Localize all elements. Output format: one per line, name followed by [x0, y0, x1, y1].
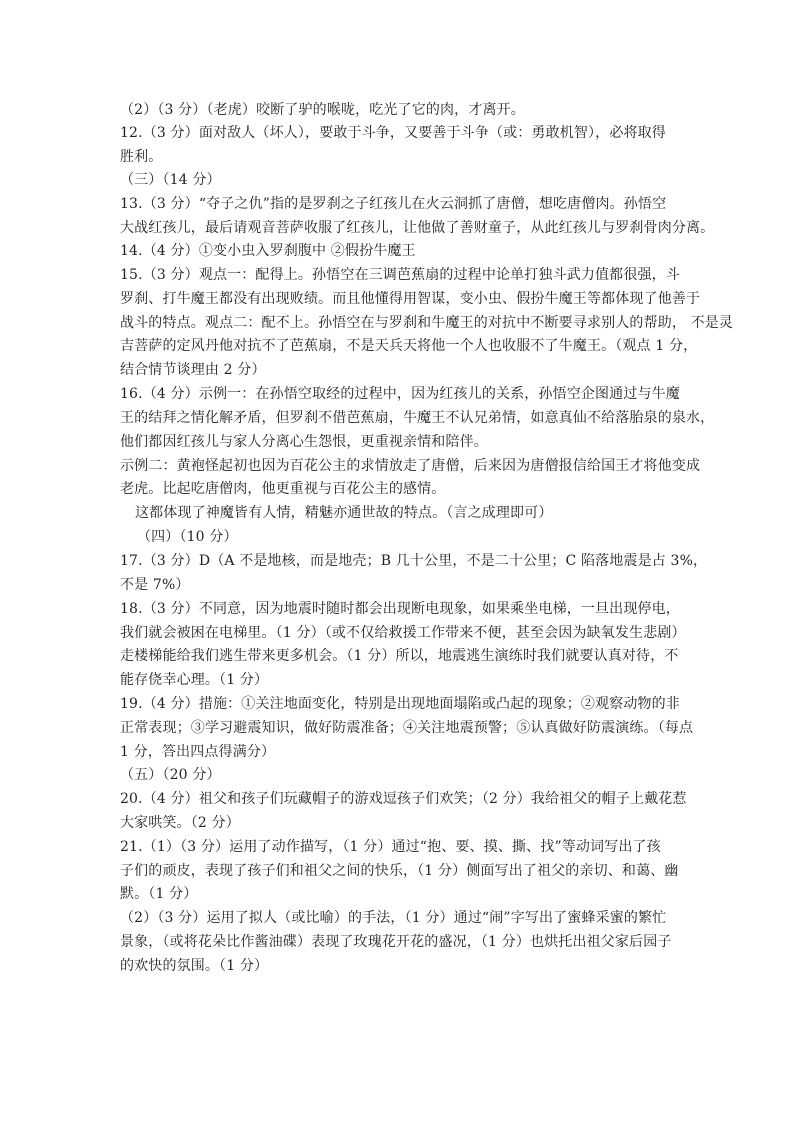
text-line: 不是 7%） [120, 577, 190, 593]
text-line: 王的结拜之情化解矛盾，但罗刹不借芭蕉扇，牛魔王不认兄弟情，如意真仙不给落胎泉的泉水， [120, 410, 715, 426]
text-line: 的欢快的氛围。（1 分） [120, 958, 269, 974]
text-line: 结合情节谈理由 2 分） [120, 362, 266, 378]
text-line: 21.（1）（3 分）运用了动作描写，（1 分）通过“抱、要、摸、撕、找”等动词写出了孩 [120, 839, 661, 855]
text-line: 13.（3 分）“夺子之仇”指的是罗刹之子红孩儿在火云洞抓了唐僧，想吃唐僧肉。孙悟空 [120, 196, 667, 212]
text-line: 老虎。比起吃唐僧肉，他更重视与百花公主的感情。 [120, 481, 446, 497]
text-line: 我们就会被困在电梯里。（1 分）（或不仅给救援工作带来不便，甚至会因为缺氧发生悲剧） [120, 625, 686, 641]
text-line: 15.（3 分）观点一：配得上。孙悟空在三调芭蕉扇的过程中论单打独斗武力值都很强，斗 [120, 267, 680, 283]
text-line: 14.（4 分）①变小虫入罗刹腹中 ②假扮牛魔王 [120, 243, 416, 259]
section-heading: （三）（14 分） [120, 172, 221, 188]
text-line: 这都体现了神魔皆有人情，精魅亦通世故的特点。（言之成理即可） [135, 505, 553, 521]
section-heading: （五）（20 分） [120, 767, 221, 783]
text-line: 大家哄笑。（2 分） [120, 815, 240, 831]
text-line: 胜利。 [120, 149, 163, 165]
section-heading: （四）（10 分） [137, 529, 238, 545]
text-line: 走楼梯能给我们逃生带来更多机会。（1 分）所以，地震逃生演练时我们就要认真对待，不 [120, 648, 679, 664]
text-line: 20.（4 分）祖父和孩子们玩藏帽子的游戏逗孩子们欢笑；（2 分）我给祖父的帽子上戴花惹 [120, 791, 687, 807]
text-line: 18.（3 分）不同意，因为地震时随时都会出现断电现象，如果乘坐电梯，一旦出现停电， [120, 601, 680, 617]
text-line: 子们的顽皮，表现了孩子们和祖父之间的快乐，（1 分）侧面写出了祖父的亲切、和蔼、幽 [120, 863, 679, 879]
text-line: 正常表现；③学习避震知识，做好防震准备；④关注地震预警；⑤认真做好防震演练。（每点 [120, 720, 694, 736]
text-line: 12.（3 分）面对敌人（坏人），要敢于斗争，又要善于斗争（或：勇敢机智），必将取得 [120, 125, 666, 141]
text-line: 17.（3 分）D（A 不是地核，而是地壳；B 几十公里，不是二十公里；C 陷落地震是占 3%， [120, 553, 708, 569]
text-line: 1 分，答出四点得满分） [120, 744, 276, 760]
text-line: 19.（4 分）措施：①关注地面变化，特别是出现地面塌陷或凸起的现象；②观察动物的非 [120, 696, 680, 712]
text-line: 默。（1 分） [120, 886, 198, 902]
text-line: 大战红孩儿，最后请观音菩萨收服了红孩儿，让他做了善财童子，从此红孩儿与罗刹骨肉分离。 [120, 220, 715, 236]
text-line: 他们都因红孩儿与家人分离心生怨恨，更重视亲情和陪伴。 [120, 434, 488, 450]
text-line: 示例二：黄袍怪起初也因为百花公主的求情放走了唐僧，后来因为唐僧报信给国王才将他变成 [120, 458, 701, 474]
text-line: 罗刹、打牛魔王都没有出现败绩。而且他懂得用智谋，变小虫、假扮牛魔王等都体现了他善于 [120, 291, 701, 307]
text-line: 吉菩萨的定风丹他对抗不了芭蕉扇，不是天兵天将他一个人也收服不了牛魔王。（观点 1 分， [120, 338, 698, 354]
text-line: （2）（3 分）（老虎）咬断了驴的喉咙，吃光了它的肉，才离开。 [120, 102, 525, 118]
text-line: 战斗的特点。观点二：配不上。孙悟空在与罗刹和牛魔王的对抗中不断要寻求别人的帮助， 不是灵 [120, 315, 734, 331]
text-line: 能存侥幸心理。（1 分） [120, 672, 269, 688]
text-line: （2）（3 分）运用了拟人（或比喻）的手法，（1 分）通过“闹”字写出了蜜蜂采蜜的繁忙 [120, 910, 667, 926]
text-line: 景象，（或将花朵比作酱油碟）表现了玫瑰花开花的盛况，（1 分）也烘托出祖父家后园子 [120, 934, 672, 950]
text-line: 16.（4 分）示例一：在孙悟空取经的过程中，因为红孩儿的关系，孙悟空企图通过与牛魔 [120, 386, 680, 402]
